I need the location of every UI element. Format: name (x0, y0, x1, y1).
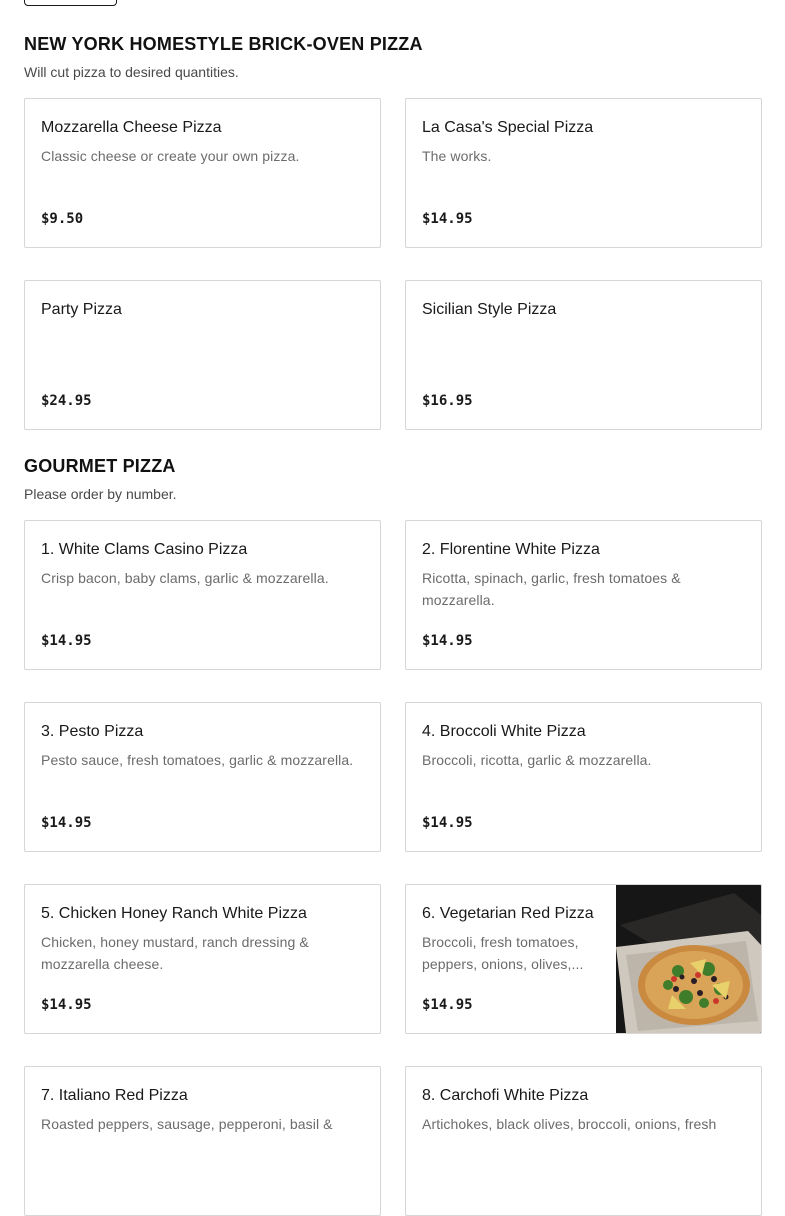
menu-item-name: 4. Broccoli White Pizza (422, 723, 586, 740)
menu-item-card[interactable] (24, 884, 381, 1034)
menu-item-price: $14.95 (422, 211, 473, 227)
menu-item-name: Party Pizza (41, 301, 122, 318)
menu-item-name: 6. Vegetarian Red Pizza (422, 905, 594, 922)
menu-item-price: $14.95 (422, 633, 473, 649)
menu-item-card[interactable] (405, 702, 762, 852)
menu-item-card[interactable] (405, 1066, 762, 1216)
menu-item-card[interactable] (24, 1066, 381, 1216)
section-new-york-pizza (24, 33, 761, 81)
menu-item-description: Crisp bacon, baby clams, garlic & mozzarella. (41, 570, 329, 586)
top-tab-button[interactable] (24, 0, 117, 6)
menu-item-name: Sicilian Style Pizza (422, 301, 557, 318)
section-subtitle: Will cut pizza to desired quantities. (24, 64, 239, 80)
menu-item-price: $14.95 (41, 815, 92, 831)
section-gourmet-pizza (24, 455, 761, 503)
menu-item-name: Mozzarella Cheese Pizza (41, 119, 222, 136)
menu-item-name: 3. Pesto Pizza (41, 723, 144, 740)
menu-item-price: $14.95 (41, 997, 92, 1013)
menu-item-description: Roasted peppers, sausage, pepperoni, basil & (41, 1116, 333, 1132)
menu-item-description: The works. (422, 148, 492, 164)
menu-item-price: $14.95 (422, 815, 473, 831)
section-title: NEW YORK HOMESTYLE BRICK-OVEN PIZZA (24, 34, 423, 54)
menu-item-card[interactable] (24, 520, 381, 670)
menu-item-card[interactable] (24, 98, 381, 248)
menu-item-price: $9.50 (41, 211, 84, 227)
menu-item-name: La Casa's Special Pizza (422, 119, 594, 136)
menu-item-description: Pesto sauce, fresh tomatoes, garlic & mozzarella. (41, 752, 354, 768)
menu-item-price: $14.95 (422, 997, 473, 1013)
section-subtitle: Please order by number. (24, 486, 177, 502)
menu-item-card[interactable] (405, 280, 762, 430)
menu-item-description: Broccoli, ricotta, garlic & mozzarella. (422, 752, 652, 768)
menu-item-description: Artichokes, black olives, broccoli, onions, fresh (422, 1116, 717, 1132)
section-title: GOURMET PIZZA (24, 456, 176, 476)
menu-item-description: Ricotta, spinach, garlic, fresh tomatoes & mozzarella. (422, 570, 681, 608)
menu-item-name: 5. Chicken Honey Ranch White Pizza (41, 905, 307, 922)
menu-item-price: $16.95 (422, 393, 473, 409)
menu-item-price: $14.95 (41, 633, 92, 649)
pizza-in-box-photo (616, 885, 761, 1033)
menu-item-card[interactable] (24, 702, 381, 852)
menu-item-card[interactable] (405, 520, 762, 670)
menu-item-name: 7. Italiano Red Pizza (41, 1087, 188, 1104)
menu-item-name: 1. White Clams Casino Pizza (41, 541, 248, 558)
menu-item-name: 8. Carchofi White Pizza (422, 1087, 589, 1104)
menu-item-card[interactable] (405, 884, 762, 1034)
menu-item-name: 2. Florentine White Pizza (422, 541, 600, 558)
menu-item-card[interactable] (24, 280, 381, 430)
menu-item-card[interactable] (405, 98, 762, 248)
menu-item-description: Chicken, honey mustard, ranch dressing & mozzarella cheese. (41, 934, 309, 972)
menu-item-description: Classic cheese or create your own pizza. (41, 148, 300, 164)
menu-item-description: Broccoli, fresh tomatoes, peppers, onions, olives,... (422, 934, 584, 972)
menu-item-price: $24.95 (41, 393, 92, 409)
